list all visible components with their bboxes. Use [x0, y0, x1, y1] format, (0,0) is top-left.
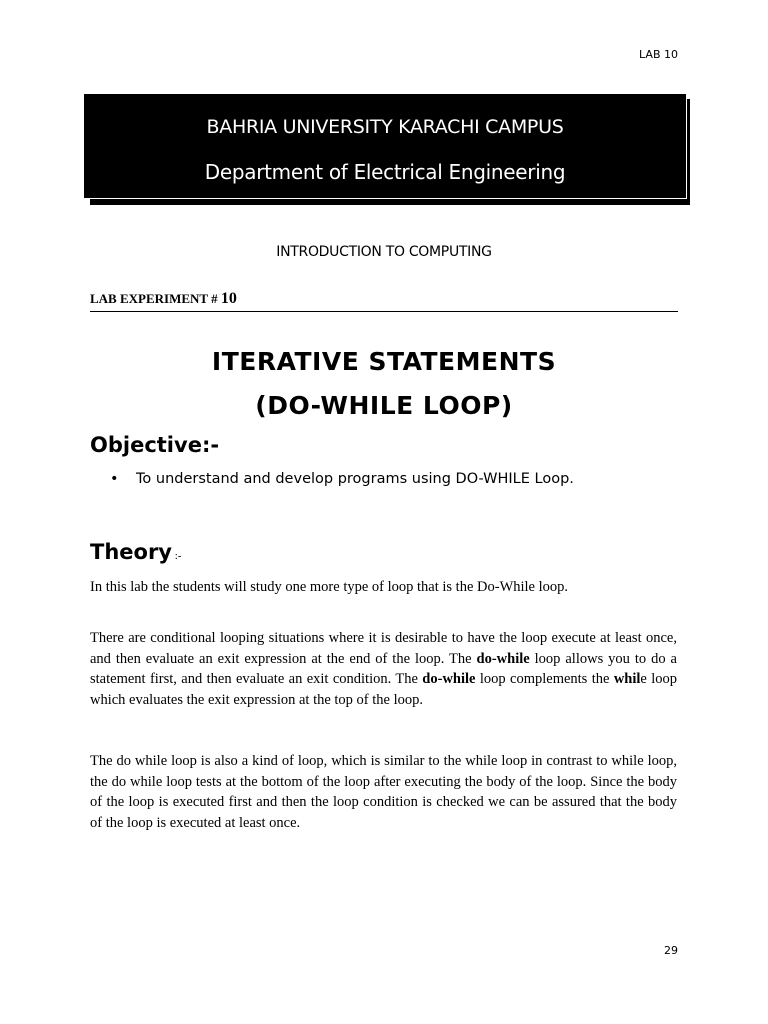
- bullet-icon: •: [110, 471, 119, 487]
- para2-text-4: e loop which evaluates the exit expression at the top of the loop.: [90, 671, 678, 708]
- lab-number-label: LAB 10: [639, 48, 678, 61]
- lab-experiment-number: 10: [220, 290, 237, 307]
- lab-experiment-line: [90, 290, 678, 312]
- header-banner: [83, 93, 687, 199]
- lab-experiment-label: LAB EXPERIMENT #: [90, 291, 221, 306]
- theory-heading-text: Theory: [90, 540, 172, 564]
- theory-heading-suffix: :-: [172, 550, 182, 562]
- para2-bold-while: whil: [613, 671, 641, 687]
- para2-text-2: loop allows you to do a statement first, and then evaluate an exit condition. The: [90, 650, 677, 687]
- para2-text-3: loop complements the: [475, 671, 614, 687]
- para2-bold-do-while-1: do-while: [476, 650, 530, 667]
- para2-text-1: There are conditional looping situations where it is desirable to have the loop execute at least once, and then evaluate an exit expression at the end of the loop. The: [90, 630, 677, 667]
- theory-heading: [90, 540, 181, 564]
- document-title-line-2: (DO-WHILE LOOP): [255, 391, 513, 420]
- course-title: INTRODUCTION TO COMPUTING: [276, 244, 492, 260]
- objective-heading: Objective:-: [90, 433, 220, 457]
- theory-paragraph-3: The do while loop is also a kind of loop, which is similar to the while loop in contrast to while loop, the do while loop tests at the bottom of the loop after executing the body of the loop. Since the body of the loop is executed first and then the loop condition is checked we can be assured that the body of the loop is executed at least once.: [90, 753, 677, 831]
- document-title-line-1: ITERATIVE STATEMENTS: [211, 347, 557, 376]
- theory-paragraph-2: [90, 628, 677, 710]
- university-name: BAHRIA UNIVERSITY KARACHI CAMPUS: [206, 116, 564, 138]
- page-number: 29: [664, 944, 678, 957]
- department-name: Department of Electrical Engineering: [204, 160, 566, 184]
- para2-bold-do-while-2: do-while: [422, 671, 476, 687]
- theory-paragraph-1: In this lab the students will study one more type of loop that is the Do-While loop.: [90, 579, 569, 595]
- objective-list-item: [110, 471, 574, 487]
- objective-item-text: To understand and develop programs using DO-WHILE Loop.: [136, 471, 574, 487]
